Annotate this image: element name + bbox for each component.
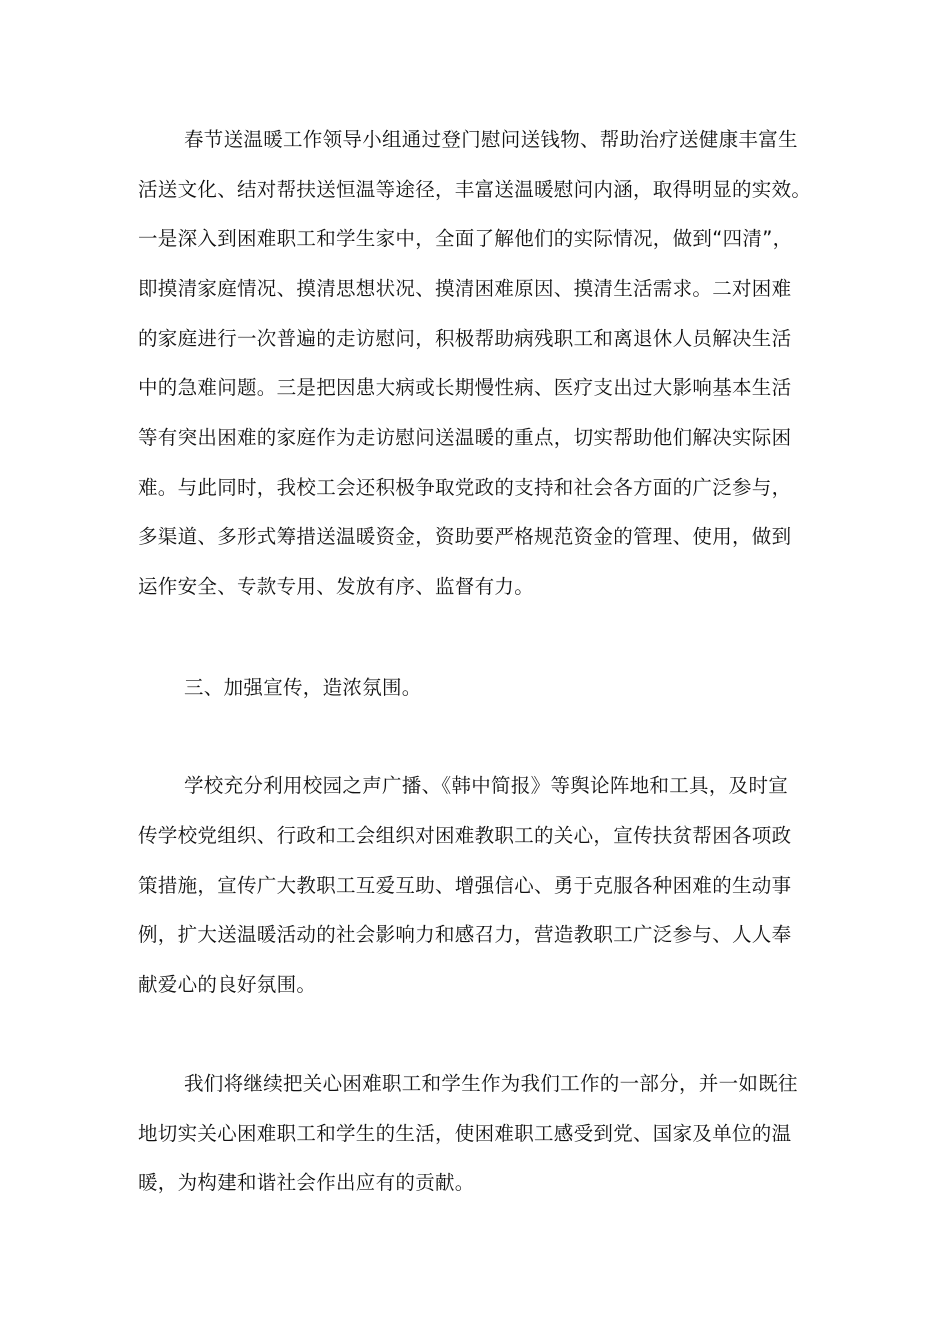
paragraph-3-line-1: 我们将继续把关心困难职工和学生作为我们工作的一部分，并一如既往 [184,1072,798,1095]
paragraph-2-line-2: 传学校党组织、行政和工会组织对困难教职工的关心，宣传扶贫帮困各项政 [138,824,792,847]
paragraph-1-line-3: 一是深入到困难职工和学生家中，全面了解他们的实际情况，做到“四清”， [138,227,793,250]
paragraph-2-line-4: 例，扩大送温暖活动的社会影响力和感召力，营造教职工广泛参与、人人奉 [138,923,792,946]
paragraph-1-line-4: 即摸清家庭情况、摸清思想状况、摸清困难原因、摸清生活需求。二对困难 [138,277,792,300]
paragraph-3-line-2: 地切实关心困难职工和学生的生活，使困难职工感受到党、国家及单位的温 [138,1122,792,1145]
paragraph-1-line-5: 的家庭进行一次普遍的走访慰问，积极帮助病残职工和离退休人员解决生活 [138,327,792,350]
paragraph-2-line-3: 策措施，宣传广大教职工互爱互助、增强信心、勇于克服各种困难的生动事 [138,874,792,897]
paragraph-1-line-9: 多渠道、多形式筹措送温暖资金，资助要严格规范资金的管理、使用，做到 [138,525,792,548]
section-heading: 三、加强宣传，造浓氛围。 [184,676,422,699]
paragraph-3-line-3: 暖，为构建和谐社会作出应有的贡献。 [138,1171,475,1194]
paragraph-1-line-1: 春节送温暖工作领导小组通过登门慰问送钱物、帮助治疗送健康丰富生 [184,128,798,151]
paragraph-1-line-10: 运作安全、专款专用、发放有序、监督有力。 [138,575,535,598]
paragraph-1-line-8: 难。与此同时，我校工会还积极争取党政的支持和社会各方面的广泛参与， [138,476,792,499]
paragraph-2-line-5: 献爱心的良好氛围。 [138,973,317,996]
paragraph-1-line-2: 活送文化、结对帮扶送恒温等途径，丰富送温暖慰问内涵，取得明显的实效。 [138,178,812,201]
paragraph-2-line-1: 学校充分利用校园之声广播、《韩中简报》等舆论阵地和工具，及时宣 [184,774,789,797]
paragraph-1-line-6: 中的急难问题。三是把因患大病或长期慢性病、医疗支出过大影响基本生活 [138,376,792,399]
paragraph-1-line-7: 等有突出困难的家庭作为走访慰问送温暖的重点，切实帮助他们解决实际困 [138,426,792,449]
